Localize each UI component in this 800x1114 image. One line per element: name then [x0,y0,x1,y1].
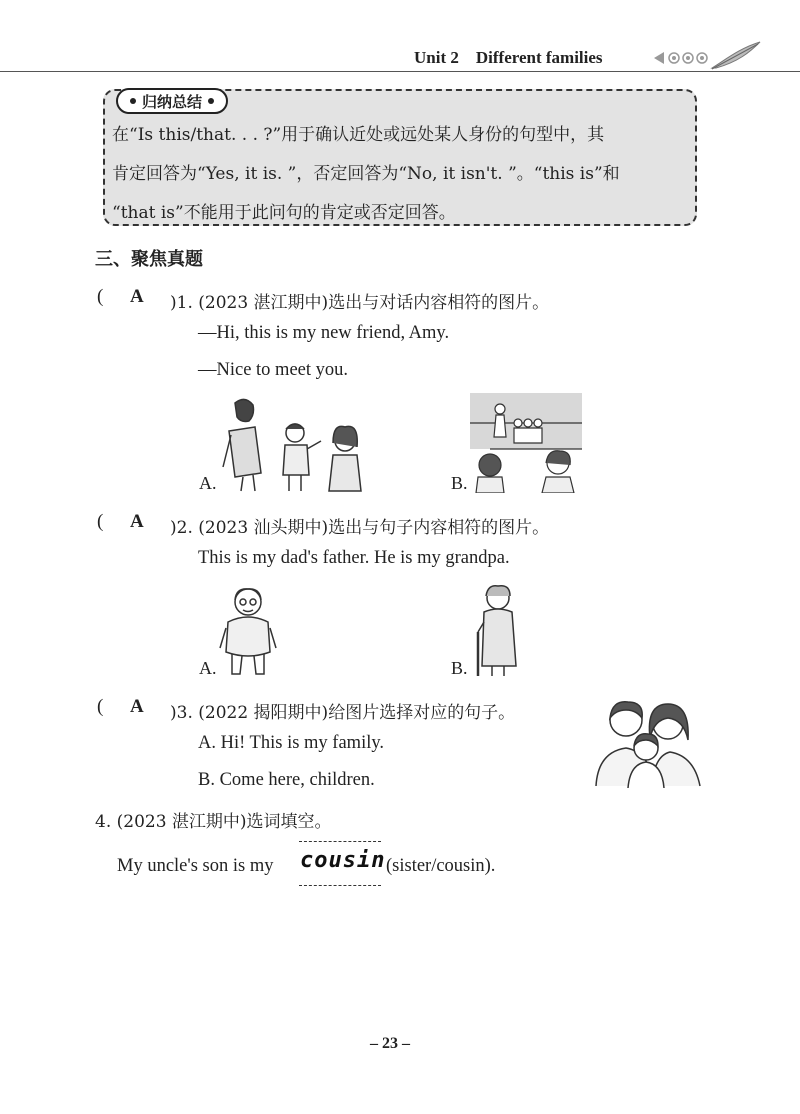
summary-tag-label: 归纳总结 [142,92,203,111]
summary-line-2: 肯定回答为“Yes, it is. ”，否定回答为“No, it isn't. ”。“this is”和 [112,164,620,184]
q1-answer: A [130,286,144,307]
q4-blank-bottom-line [299,885,381,886]
q1-line-1: —Hi, this is my new friend, Amy. [198,323,450,343]
page-number: – 23 – [370,1035,410,1052]
q1-option-b-image [470,393,585,493]
q3-family-image [590,690,705,790]
q2-option-b-label: B. [451,658,468,678]
answer-bracket-open: ( [97,511,104,532]
q4-sentence-after: (sister/cousin). [386,856,496,876]
summary-tag [116,88,228,114]
q4-filled-answer: cousin [300,848,386,873]
summary-line-3: “that is”不能用于此问句的肯定或否定回答。 [112,203,456,223]
header-title: Unit 2 Different families [414,48,603,67]
q2-option-a-label: A. [199,658,217,678]
q1-text: )1. (2023 湛江期中)选出与对话内容相符的图片。 [170,293,550,313]
q3-option-b: B. Come here, children. [198,770,375,790]
section-heading: 三、聚焦真题 [95,249,203,270]
feather-decoration-icon [650,40,765,72]
header-divider [0,71,800,72]
answer-bracket-open: ( [97,696,104,717]
q2-option-a-image [218,582,278,680]
answer-bracket-open: ( [97,286,104,307]
q1-option-a-image [215,393,375,493]
q4-text: 4. (2023 湛江期中)选词填空。 [95,812,332,832]
q1-line-2: —Nice to meet you. [198,360,349,380]
q3-option-a: A. Hi! This is my family. [198,733,385,753]
q2-line-1: This is my dad's father. He is my grandpa. [198,548,510,568]
q2-answer: A [130,511,144,532]
bullet-icon [130,98,136,104]
q4-sentence-before: My uncle's son is my [117,856,274,876]
q2-option-b-image [470,582,525,680]
q3-text: )3. (2022 揭阳期中)给图片选择对应的句子。 [170,703,516,723]
summary-line-1: 在“Is this/that. . . ?”用于确认近处或远处某人身份的句型中，其 [112,125,605,145]
q3-answer: A [130,696,144,717]
q4-blank-top-line [299,841,381,842]
bullet-icon [208,98,214,104]
q1-option-a-label: A. [199,473,217,493]
q2-text: )2. (2023 汕头期中)选出与句子内容相符的图片。 [170,518,550,538]
q1-option-b-label: B. [451,473,468,493]
